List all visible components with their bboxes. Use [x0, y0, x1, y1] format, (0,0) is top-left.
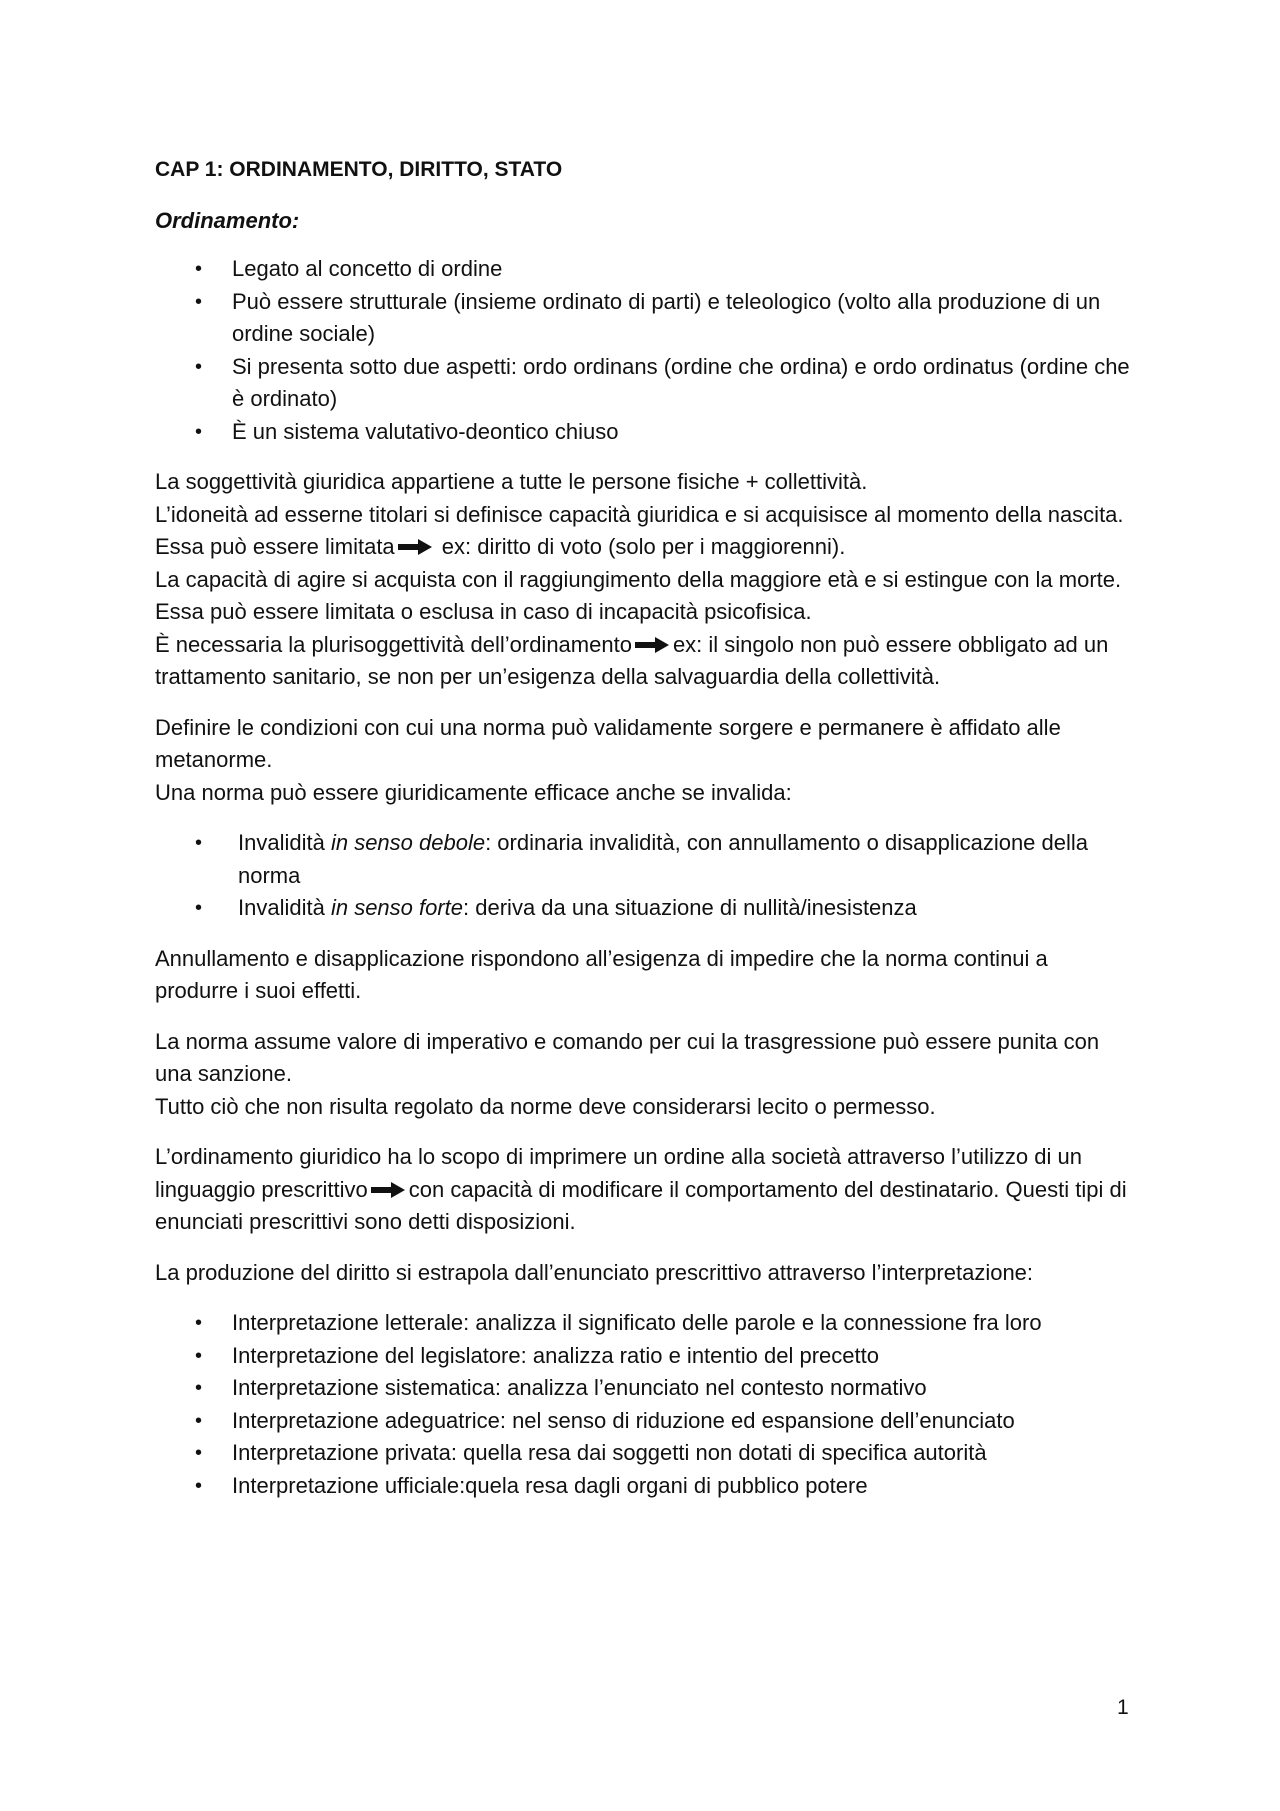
invalidita-list — [155, 827, 1135, 925]
page-content — [155, 154, 1135, 1520]
interpretazione-list — [155, 1307, 1135, 1502]
paragraph-interpretazione: La produzione del diritto si estrapola dall’enunciato prescrittivo attraverso l’interpretazione: — [155, 1259, 1034, 1285]
list-item: • È un sistema valutativo-deontico chiuso — [155, 416, 1135, 449]
bullet-icon: • — [195, 290, 203, 313]
paragraph-annullamento: Annullamento e disapplicazione rispondono all’esigenza di impedire che la norma continui a produrre i suoi effetti. — [155, 945, 1048, 1003]
list-item: • Invalidità in senso forte: deriva da una situazione di nullità/inesistenza — [155, 892, 1135, 925]
bullet-icon: • — [195, 1344, 203, 1367]
bullet-icon: • — [195, 355, 203, 378]
paragraph-linguaggio: L’ordinamento giuridico ha lo scopo di imprimere un ordine alla società attraverso l’utilizzo di un linguaggio prescrittivo con capacità di modificare il comportamento del destinatario. Questi tipi di enunciati prescrittivi sono detti disposizioni. — [155, 1144, 1127, 1234]
chapter-title: CAP 1: ORDINAMENTO, DIRITTO, STATO — [155, 158, 563, 181]
paragraph-soggettivita: La soggettività giuridica appartiene a tutte le persone fisiche + collettività. L’idoneità ad esserne titolari si definisce capacità giuridica e si acquisisce al momento della nascita. Essa può essere limitata ex: diritto di voto (solo per i maggiorenni). La capacità di agire si acquista con il raggiungimento della maggiore età e si estingue con la morte. Essa può essere limitata o esclusa in caso di incapacità psicofisica. È necessaria la plurisoggettività dell’ordinamento ex: il singolo non può essere obbligato ad un trattamento sanitario, se non per un’esigenza della salvaguardia della collettività. — [155, 469, 1124, 689]
bullet-icon: • — [195, 832, 203, 854]
bullet-icon: • — [195, 1442, 203, 1464]
list-item: • Interpretazione privata: quella resa dai soggetti non dotati di specifica autorità — [155, 1437, 1135, 1470]
bullet-icon: • — [195, 1312, 203, 1334]
list-item: • Invalidità in senso debole: ordinaria invalidità, con annullamento o disapplicazione della norma — [155, 827, 1135, 892]
bullet-icon: • — [195, 897, 203, 919]
section-subtitle: Ordinamento: — [155, 207, 300, 233]
arrow-right-icon — [635, 637, 669, 653]
list-item: • Interpretazione letterale: analizza il significato delle parole e la connessione fra loro — [155, 1307, 1135, 1340]
bullet-icon: • — [195, 258, 203, 280]
paragraph-imperativo: La norma assume valore di imperativo e comando per cui la trasgressione può essere punita con una sanzione. Tutto ciò che non risulta regolato da norme deve considerarsi lecito o permesso. — [155, 1028, 1100, 1119]
bullet-icon: • — [195, 1377, 203, 1399]
bullet-icon: • — [195, 1409, 203, 1432]
list-item: • Può essere strutturale (insieme ordinato di parti) e teleologico (volto alla produzione di un ordine sociale) — [155, 286, 1135, 351]
bullet-icon: • — [195, 1474, 203, 1497]
list-item: • Interpretazione del legislatore: analizza ratio e intentio del precetto — [155, 1340, 1135, 1373]
arrow-right-icon — [398, 539, 432, 555]
list-item: • Interpretazione adeguatrice: nel senso di riduzione ed espansione dell’enunciato — [155, 1405, 1135, 1438]
arrow-right-icon — [371, 1182, 405, 1198]
page-number: 1 — [1117, 1696, 1129, 1719]
list-item: • Interpretazione ufficiale:quela resa dagli organi di pubblico potere — [155, 1470, 1135, 1503]
paragraph-metanorme: Definire le condizioni con cui una norma può validamente sorgere e permanere è affidato alle metanorme. Una norma può essere giuridicamente efficace anche se invalida: — [155, 714, 1061, 805]
ordinamento-list — [155, 253, 1135, 448]
list-item: • Si presenta sotto due aspetti: ordo ordinans (ordine che ordina) e ordo ordinatus (ordine che è ordinato) — [155, 351, 1135, 416]
list-item: • Interpretazione sistematica: analizza l’enunciato nel contesto normativo — [155, 1372, 1135, 1405]
list-item: • Legato al concetto di ordine — [155, 253, 1135, 286]
bullet-icon: • — [195, 420, 203, 443]
